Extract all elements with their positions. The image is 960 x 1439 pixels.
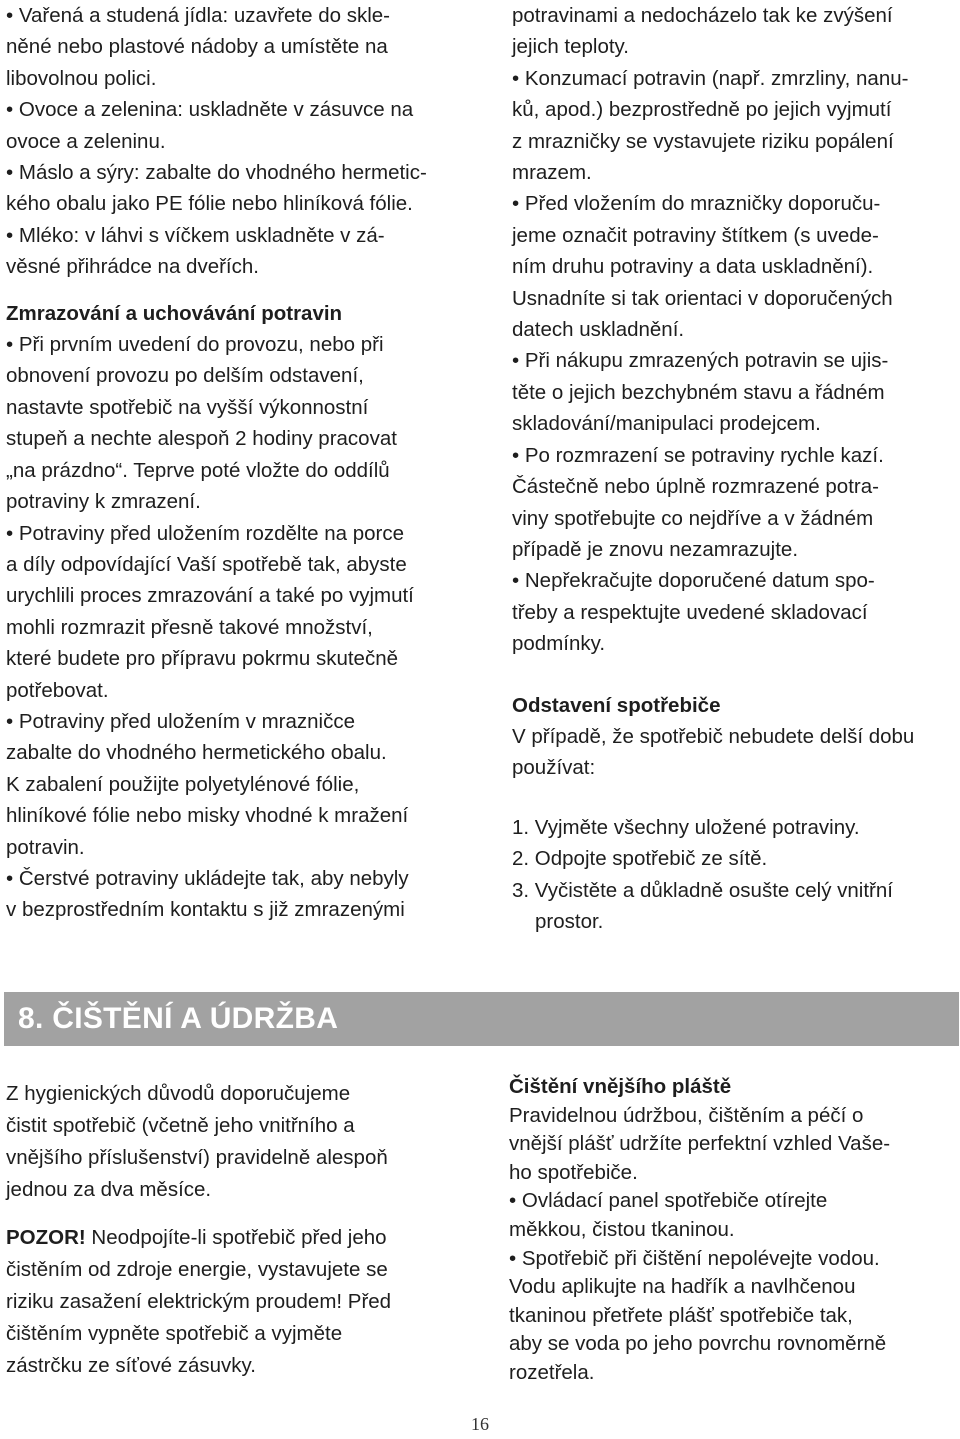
- text-line: ovoce a zeleninu.: [6, 129, 166, 153]
- text-line: • Nepřekračujte doporučené datum spo-: [512, 569, 875, 593]
- text-line: riziku zasažení elektrickým proudem! Před: [6, 1290, 392, 1313]
- list-item: 1. Vyjměte všechny uložené potraviny.: [512, 815, 860, 839]
- text-line: skladování/manipulaci prodejcem.: [512, 412, 821, 436]
- text-line: urychlili proces zmrazování a také po vyjmutí: [6, 584, 414, 608]
- text-line: • Máslo a sýry: zabalte do vhodného hermetic-: [6, 161, 427, 185]
- text-line: hliníkové fólie nebo misky vhodné k mražení: [6, 804, 409, 828]
- text-line: Pravidelnou údržbou, čištěním a péčí o: [509, 1103, 864, 1127]
- text-line: Vodu aplikujte na hadřík a navlhčenou: [509, 1275, 856, 1299]
- top-left-lines-a: [6, 0, 476, 283]
- text-line: rozetřela.: [509, 1360, 595, 1384]
- text-line: V případě, že spotřebič nebudete delší dobu: [512, 724, 915, 748]
- text-line: • Čerstvé potraviny ukládejte tak, aby nebyly: [6, 866, 409, 890]
- bottom-right-column: [509, 1073, 955, 1388]
- text-line: • Konzumací potravin (např. zmrzliny, nanu-: [512, 66, 909, 90]
- list-item: 2. Odpojte spotřebič ze sítě.: [512, 847, 768, 871]
- text-line: • Potraviny před uložením rozdělte na porce: [6, 521, 405, 545]
- text-line: v bezprostředním kontaktu s již zmrazenými: [6, 898, 405, 922]
- text-line: čistěním od zdroje energie, vystavujete se: [6, 1258, 388, 1281]
- text-line: • Spotřebič při čištění nepolévejte vodou.: [509, 1246, 880, 1270]
- text-line: z mrazničky se vystavujete riziku popálení: [512, 129, 894, 153]
- text-line: K zabalení použijte polyetylénové fólie,: [6, 772, 360, 796]
- text-line: • Vařená a studená jídla: uzavřete do skle-: [6, 4, 390, 27]
- text-line: ho spotřebiče.: [509, 1160, 638, 1184]
- text-line: potravinami a nedocházelo tak ke zvýšení: [512, 4, 893, 27]
- section-header-bar: [4, 992, 959, 1046]
- text-line: potraviny k zmrazení.: [6, 490, 201, 514]
- text-line: Částečně nebo úplně rozmrazené potra-: [512, 475, 879, 499]
- text-line: jeme označit potraviny štítkem (s uvede-: [512, 223, 879, 247]
- warning-text: Neodpojíte-li spotřebič před jeho: [85, 1226, 387, 1249]
- freezing-heading: Zmrazování a uchovávání potravin: [6, 301, 343, 325]
- text-line: • Potraviny před uložením v mrazničce: [6, 709, 355, 733]
- text-line: třeby a respektujte uvedené skladovací: [512, 600, 868, 624]
- text-line: případě je znovu nezamrazujte.: [512, 537, 799, 561]
- shutdown-intro: [512, 721, 958, 784]
- text-line: zabalte do vhodného hermetického obalu.: [6, 741, 387, 765]
- text-line: těte o jejich bezchybném stavu a řádném: [512, 380, 885, 404]
- text-line: stupeň a nechte alespoň 2 hodiny pracovat: [6, 427, 397, 451]
- section-title: 8. ČIŠTĚNÍ A ÚDRŽBA: [18, 1002, 339, 1035]
- text-line: „na prázdno“. Teprve poté vložte do oddílů: [6, 458, 390, 482]
- text-line: tkaninou přetřete plášť spotřebiče tak,: [509, 1303, 853, 1327]
- text-line: zástrčku ze síťové zásuvky.: [6, 1354, 256, 1377]
- text-line: [6, 1222, 476, 1254]
- text-line: ků, apod.) bezprostředně po jejich vyjmutí: [512, 98, 892, 122]
- shutdown-heading: Odstavení spotřebiče: [512, 693, 721, 717]
- text-line: libovolnou polici.: [6, 66, 157, 90]
- top-right-lines-a: [512, 0, 958, 660]
- text-line: a díly odpovídající Vaší spotřebě tak, abyste: [6, 552, 407, 576]
- text-line: které budete pro přípravu pokrmu skutečně: [6, 647, 398, 671]
- text-line: viny spotřebujte co nejdříve a v žádném: [512, 506, 874, 530]
- text-line: • Mléko: v láhvi s víčkem uskladněte v zá-: [6, 223, 385, 247]
- text-line: čistit spotřebič (včetně jeho vnitřního a: [6, 1114, 355, 1137]
- text-line: podmínky.: [512, 632, 606, 656]
- text-line: nastavte spotřebič na vyšší výkonnostní: [6, 395, 369, 419]
- top-right-column: [512, 0, 958, 937]
- shutdown-steps: [512, 812, 958, 938]
- text-line: obnovení provozu po delším odstavení,: [6, 364, 364, 388]
- text-line: čištěním vypněte spotřebič a vyjměte: [6, 1322, 343, 1345]
- text-line: • Před vložením do mrazničky doporuču-: [512, 192, 881, 216]
- list-item: 3. Vyčistěte a důkladně osušte celý vnitřní: [512, 878, 893, 902]
- text-line: potřebovat.: [6, 678, 109, 702]
- text-line: • Po rozmrazení se potraviny rychle kazí.: [512, 443, 884, 467]
- top-left-lines-b: [6, 329, 476, 926]
- exterior-cleaning-heading: Čištění vnějšího pláště: [509, 1075, 732, 1098]
- text-line: datech uskladnění.: [512, 318, 685, 342]
- text-line: • Ovládací panel spotřebiče otírejte: [509, 1189, 828, 1213]
- text-line: mohli rozmrazit přesně takové množství,: [6, 615, 373, 639]
- text-line: používat:: [512, 756, 596, 780]
- text-line: věsné přihrádce na dveřích.: [6, 255, 259, 279]
- list-item: prostor.: [535, 909, 604, 933]
- text-line: vnějšího příslušenství) pravidelně alespoň: [6, 1146, 388, 1169]
- text-line: jednou za dva měsíce.: [6, 1178, 212, 1201]
- text-line: vnější plášť udržíte perfektní vzhled Vaše-: [509, 1132, 891, 1156]
- text-line: • Při prvním uvedení do provozu, nebo při: [6, 333, 384, 357]
- text-line: Usnadníte si tak orientaci v doporučených: [512, 286, 893, 310]
- text-line: • Při nákupu zmrazených potravin se ujis-: [512, 349, 889, 373]
- text-line: jejich teploty.: [512, 35, 629, 59]
- bottom-left-column: [6, 1078, 476, 1382]
- text-line: Z hygienických důvodů doporučujeme: [6, 1082, 351, 1105]
- text-line: potravin.: [6, 835, 85, 859]
- text-line: ním druhu potraviny a data uskladnění).: [512, 255, 874, 279]
- warning-block: [6, 1222, 476, 1382]
- top-left-column: [6, 0, 476, 926]
- text-line: • Ovoce a zelenina: uskladněte v zásuvce na: [6, 98, 414, 122]
- cleaning-intro: [6, 1078, 476, 1206]
- warning-label: POZOR!: [6, 1226, 86, 1249]
- text-line: měkkou, čistou tkaninou.: [509, 1217, 735, 1241]
- page-number: 16: [471, 1414, 489, 1434]
- text-line: mrazem.: [512, 161, 592, 185]
- text-line: něné nebo plastové nádoby a umístěte na: [6, 35, 388, 59]
- text-line: aby se voda po jeho povrchu rovnoměrně: [509, 1332, 887, 1356]
- text-line: kého obalu jako PE fólie nebo hliníková fólie.: [6, 192, 413, 216]
